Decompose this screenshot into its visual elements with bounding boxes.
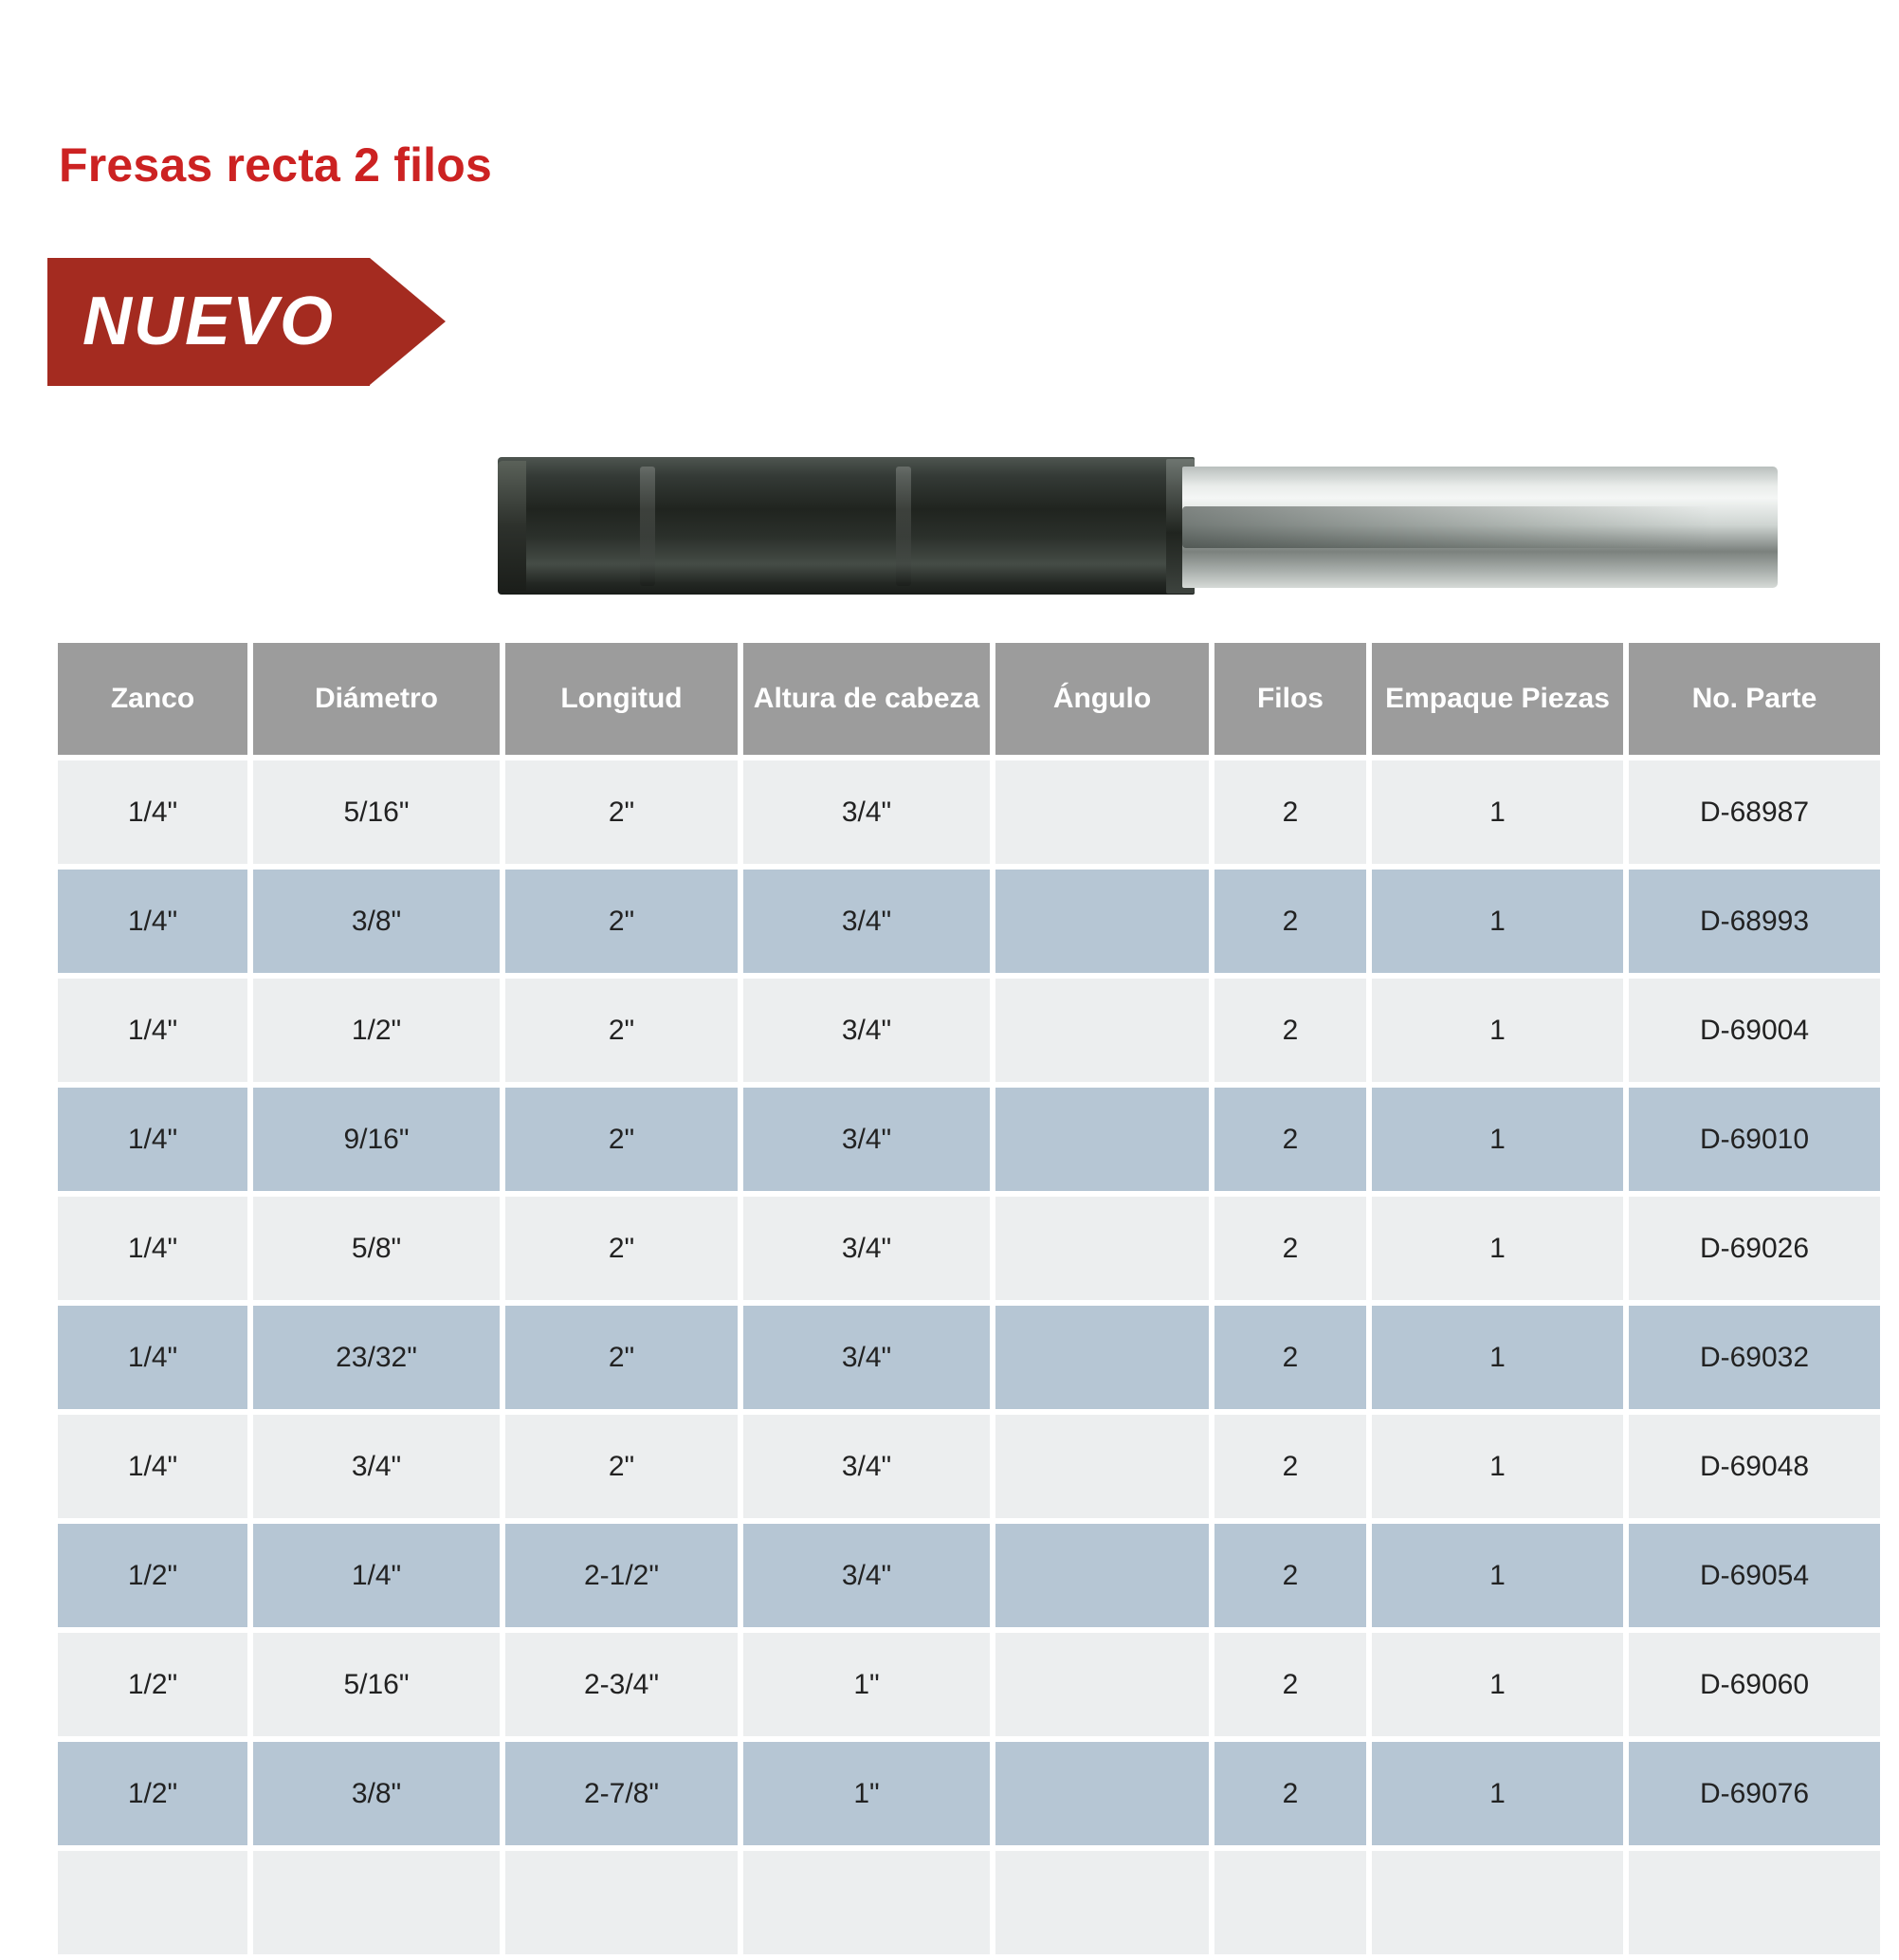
cell-diametro <box>253 1851 500 1954</box>
cell-diametro: 5/16" <box>253 760 500 864</box>
cell-diametro: 23/32" <box>253 1306 500 1409</box>
cell-altura: 3/4" <box>743 979 990 1082</box>
table-row <box>58 1633 1880 1736</box>
cell-longitud: 2" <box>505 1088 738 1191</box>
cell-filos: 2 <box>1214 1742 1366 1845</box>
cell-angulo <box>995 1088 1209 1191</box>
cell-empaque <box>1372 1851 1623 1954</box>
cell-empaque: 1 <box>1372 1524 1623 1627</box>
cell-longitud: 2-1/2" <box>505 1524 738 1627</box>
cell-no-parte: D-69004 <box>1629 979 1880 1082</box>
cell-angulo <box>995 1524 1209 1627</box>
cell-longitud: 2" <box>505 760 738 864</box>
cell-longitud: 2" <box>505 1306 738 1409</box>
cell-filos: 2 <box>1214 1524 1366 1627</box>
cell-empaque: 1 <box>1372 1306 1623 1409</box>
cell-longitud <box>505 1851 738 1954</box>
cell-no-parte <box>1629 1851 1880 1954</box>
cell-empaque: 1 <box>1372 760 1623 864</box>
cell-angulo <box>995 1851 1209 1954</box>
cell-filos: 2 <box>1214 1306 1366 1409</box>
table-row <box>58 760 1880 864</box>
cell-angulo <box>995 1742 1209 1845</box>
table-row <box>58 979 1880 1082</box>
cell-filos: 2 <box>1214 1088 1366 1191</box>
cell-empaque: 1 <box>1372 979 1623 1082</box>
cell-no-parte: D-68993 <box>1629 870 1880 973</box>
cell-no-parte: D-69060 <box>1629 1633 1880 1736</box>
cell-longitud: 2" <box>505 870 738 973</box>
table-row <box>58 1742 1880 1845</box>
cell-altura: 3/4" <box>743 1415 990 1518</box>
cell-diametro: 1/2" <box>253 979 500 1082</box>
table-row <box>58 1306 1880 1409</box>
cell-zanco: 1/2" <box>58 1633 247 1736</box>
bit-tip <box>498 461 526 591</box>
cell-zanco: 1/4" <box>58 1415 247 1518</box>
cell-empaque: 1 <box>1372 1415 1623 1518</box>
cell-angulo <box>995 760 1209 864</box>
cell-altura: 3/4" <box>743 1306 990 1409</box>
bit-shank-shading <box>1182 506 1713 548</box>
cell-zanco <box>58 1851 247 1954</box>
cell-empaque: 1 <box>1372 1088 1623 1191</box>
cell-zanco: 1/2" <box>58 1524 247 1627</box>
nuevo-badge <box>47 258 484 386</box>
table-row <box>58 1415 1880 1518</box>
cell-diametro: 3/8" <box>253 1742 500 1845</box>
cell-angulo <box>995 1633 1209 1736</box>
cell-filos: 2 <box>1214 760 1366 864</box>
cell-angulo <box>995 1306 1209 1409</box>
nuevo-badge-label: NUEVO <box>82 284 336 359</box>
cell-zanco: 1/2" <box>58 1742 247 1845</box>
column-header-altura-de-cabeza: Altura de cabeza <box>743 643 990 755</box>
cell-altura: 3/4" <box>743 1524 990 1627</box>
cell-no-parte: D-69048 <box>1629 1415 1880 1518</box>
table-header-row <box>58 643 1880 755</box>
cell-empaque: 1 <box>1372 870 1623 973</box>
column-header-no-parte: No. Parte <box>1629 643 1880 755</box>
bit-flute-groove <box>896 467 911 586</box>
cell-altura: 3/4" <box>743 1197 990 1300</box>
cell-zanco: 1/4" <box>58 760 247 864</box>
cell-filos: 2 <box>1214 1415 1366 1518</box>
cell-no-parte: D-69010 <box>1629 1088 1880 1191</box>
cell-filos: 2 <box>1214 979 1366 1082</box>
column-header-zanco: Zanco <box>58 643 247 755</box>
cell-filos: 2 <box>1214 870 1366 973</box>
table-row-partial <box>58 1851 1880 1954</box>
cell-no-parte: D-69032 <box>1629 1306 1880 1409</box>
cell-no-parte: D-69026 <box>1629 1197 1880 1300</box>
cell-filos: 2 <box>1214 1633 1366 1736</box>
cell-diametro: 9/16" <box>253 1088 500 1191</box>
cell-empaque: 1 <box>1372 1742 1623 1845</box>
cell-angulo <box>995 870 1209 973</box>
cell-no-parte: D-69076 <box>1629 1742 1880 1845</box>
cell-angulo <box>995 1197 1209 1300</box>
cell-zanco: 1/4" <box>58 1197 247 1300</box>
cell-diametro: 5/16" <box>253 1633 500 1736</box>
cell-diametro: 5/8" <box>253 1197 500 1300</box>
cell-longitud: 2-7/8" <box>505 1742 738 1845</box>
cell-filos: 2 <box>1214 1197 1366 1300</box>
cell-filos <box>1214 1851 1366 1954</box>
cell-altura: 3/4" <box>743 870 990 973</box>
straight-router-bit-photo <box>498 438 1778 609</box>
table-row <box>58 870 1880 973</box>
cell-longitud: 2-3/4" <box>505 1633 738 1736</box>
nuevo-badge-arrow-icon <box>370 258 446 385</box>
cell-empaque: 1 <box>1372 1633 1623 1736</box>
cell-longitud: 2" <box>505 979 738 1082</box>
cell-angulo <box>995 1415 1209 1518</box>
cell-zanco: 1/4" <box>58 870 247 973</box>
column-header-empaque-piezas: Empaque Piezas <box>1372 643 1623 755</box>
column-header-filos: Filos <box>1214 643 1366 755</box>
cell-altura: 3/4" <box>743 1088 990 1191</box>
specifications-table <box>52 637 1886 1960</box>
page-title: Fresas recta 2 filos <box>59 138 493 192</box>
cell-angulo <box>995 979 1209 1082</box>
column-header-diametro: Diámetro <box>253 643 500 755</box>
cell-altura: 1" <box>743 1742 990 1845</box>
cell-empaque: 1 <box>1372 1197 1623 1300</box>
bit-cutting-head <box>498 457 1195 595</box>
table-row <box>58 1197 1880 1300</box>
cell-no-parte: D-68987 <box>1629 760 1880 864</box>
table-row <box>58 1088 1880 1191</box>
cell-longitud: 2" <box>505 1415 738 1518</box>
column-header-angulo: Ángulo <box>995 643 1209 755</box>
bit-flute-groove <box>640 467 655 586</box>
table-row <box>58 1524 1880 1627</box>
cell-zanco: 1/4" <box>58 979 247 1082</box>
cell-diametro: 3/8" <box>253 870 500 973</box>
cell-altura: 1" <box>743 1633 990 1736</box>
cell-diametro: 1/4" <box>253 1524 500 1627</box>
cell-altura: 3/4" <box>743 760 990 864</box>
cell-altura <box>743 1851 990 1954</box>
cell-diametro: 3/4" <box>253 1415 500 1518</box>
cell-zanco: 1/4" <box>58 1088 247 1191</box>
cell-zanco: 1/4" <box>58 1306 247 1409</box>
cell-longitud: 2" <box>505 1197 738 1300</box>
column-header-longitud: Longitud <box>505 643 738 755</box>
cell-no-parte: D-69054 <box>1629 1524 1880 1627</box>
